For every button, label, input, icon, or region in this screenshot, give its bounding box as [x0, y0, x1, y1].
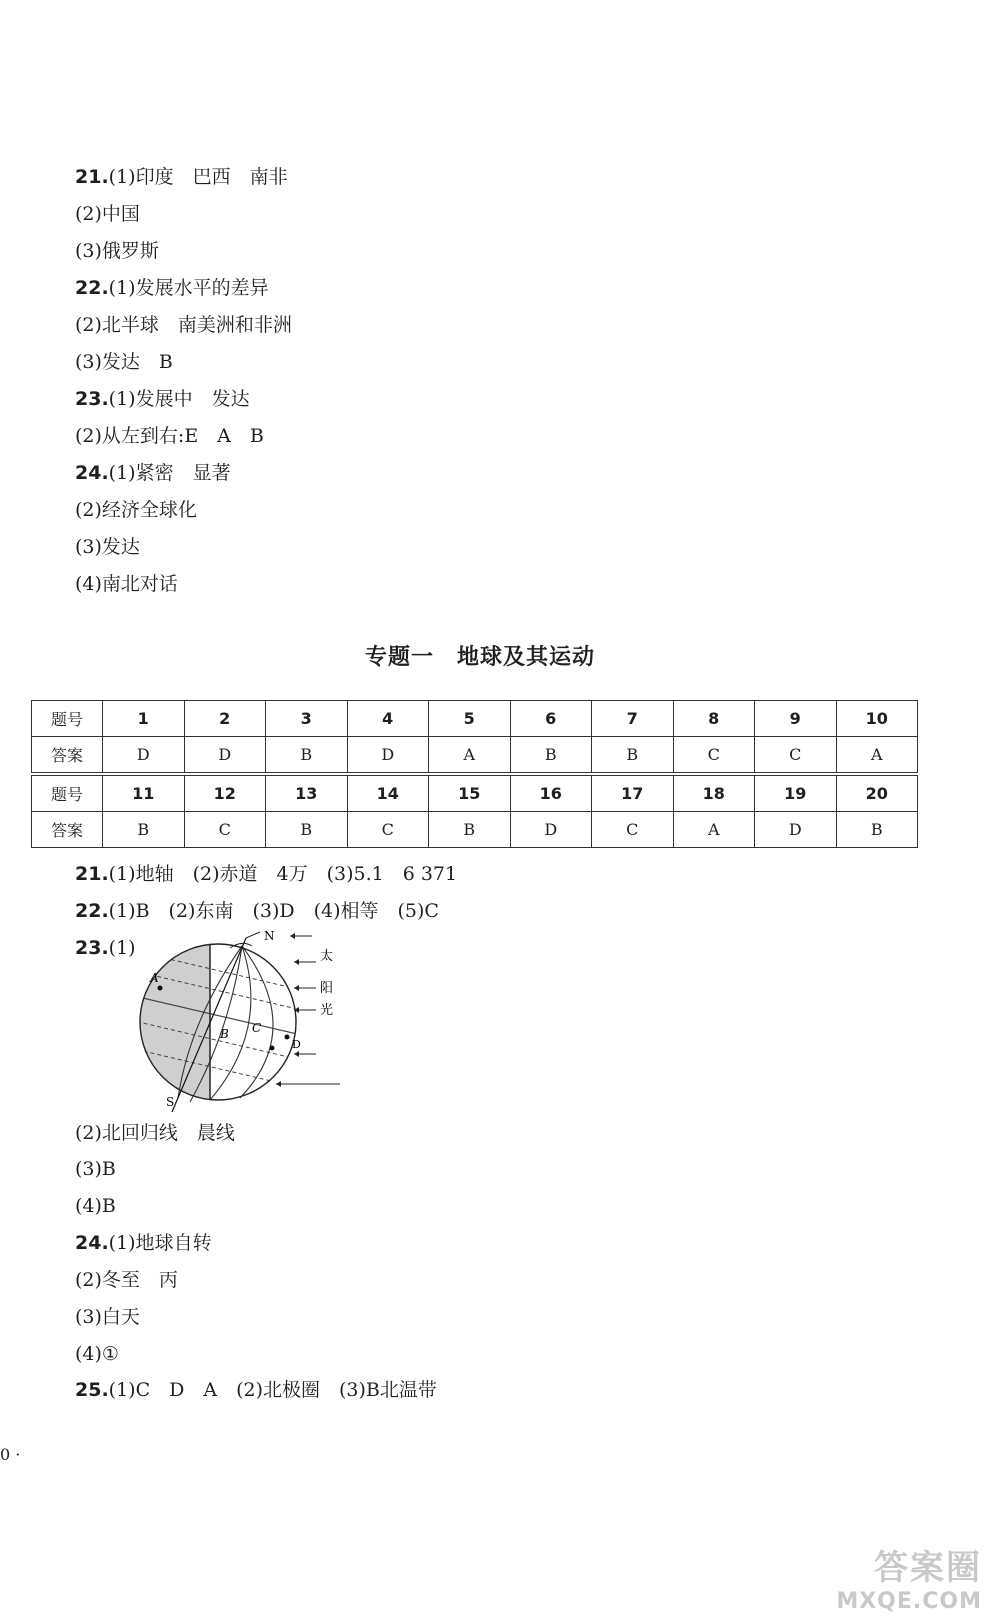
answer-text: (1)发展水平的差异: [108, 277, 269, 299]
answer-cell: C: [347, 812, 429, 848]
answer-cell: A: [429, 737, 511, 775]
answer-2-23-line4: (4)B: [75, 1195, 116, 1217]
answer-2-24-line2: (2)冬至 丙: [75, 1269, 178, 1291]
sunlight-arrowheads: [276, 933, 299, 1087]
question-number: 23.: [75, 388, 109, 410]
row-label: 答案: [32, 812, 103, 848]
answer-cell: A: [673, 812, 755, 848]
answer-cell: A: [836, 737, 918, 775]
label-s: S: [166, 1095, 175, 1109]
answer-text: (1)B (2)东南 (3)D (4)相等 (5)C: [108, 900, 439, 922]
question-number: 24.: [75, 462, 109, 484]
answer-cell: D: [755, 812, 837, 848]
question-cell: 17: [592, 774, 674, 812]
question-cell: 11: [103, 774, 185, 812]
answer-2-23-line3: (3)B: [75, 1158, 116, 1180]
answer-cell: B: [836, 812, 918, 848]
point-c: [270, 1046, 275, 1051]
arrowhead: [294, 959, 299, 965]
earth-illumination-diagram: [130, 929, 360, 1130]
question-cell: 10: [836, 701, 918, 737]
answer-text: (1)C D A (2)北极圈 (3)B北温带: [108, 1379, 437, 1401]
answer-text: (1)发展中 发达: [108, 388, 250, 410]
question-number: 25.: [75, 1379, 109, 1401]
answer-text: (1)紧密 显著: [108, 462, 231, 484]
answer-2-24-line3: (3)白天: [75, 1306, 140, 1328]
answer-21-line3: (3)俄罗斯: [75, 240, 159, 262]
row-label: 题号: [32, 774, 103, 812]
question-cell: 1: [103, 701, 185, 737]
answer-24-line3: (3)发达: [75, 536, 140, 558]
question-cell: 20: [836, 774, 918, 812]
row-label: 题号: [32, 701, 103, 737]
question-number: 22.: [75, 900, 109, 922]
answer-23-line2: (2)从左到右:E A B: [75, 425, 264, 447]
table-row-questions-1: [32, 701, 918, 737]
answer-cell: D: [347, 737, 429, 775]
answer-cell: B: [510, 737, 592, 775]
answer-2-25: [75, 1378, 437, 1402]
answer-cell: D: [103, 737, 185, 775]
answer-2-22: [75, 899, 439, 923]
answer-2-23-line2: (2)北回归线 晨线: [75, 1122, 235, 1144]
answer-text: (1): [108, 937, 136, 959]
question-number: 22.: [75, 277, 109, 299]
question-cell: 18: [673, 774, 755, 812]
question-cell: 15: [429, 774, 511, 812]
answer-2-23-line1: [75, 936, 136, 960]
question-cell: 8: [673, 701, 755, 737]
table-row-answers-1: [32, 737, 918, 775]
question-cell: 2: [184, 701, 266, 737]
question-cell: 7: [592, 701, 674, 737]
arrowhead: [290, 933, 295, 939]
answer-24-line4: (4)南北对话: [75, 573, 178, 595]
answer-23-line1: [75, 387, 250, 411]
question-cell: 16: [510, 774, 592, 812]
question-cell: 12: [184, 774, 266, 812]
table-row-questions-2: [32, 774, 918, 812]
answer-cell: B: [592, 737, 674, 775]
answer-cell: B: [103, 812, 185, 848]
answer-22-line3: (3)发达 B: [75, 351, 173, 373]
arrowhead: [276, 1081, 281, 1087]
answer-cell: C: [673, 737, 755, 775]
sunlight-label-1: 太: [320, 949, 334, 964]
question-cell: 5: [429, 701, 511, 737]
watermark: [836, 1540, 982, 1614]
answer-cell: C: [184, 812, 266, 848]
arrowhead: [294, 985, 299, 991]
question-number: 23.: [75, 937, 109, 959]
answer-21-line2: (2)中国: [75, 203, 140, 225]
label-d: D: [292, 1038, 301, 1051]
question-cell: 13: [266, 774, 348, 812]
row-label: 答案: [32, 737, 103, 775]
answer-cell: B: [429, 812, 511, 848]
point-d: [285, 1035, 290, 1040]
answer-text: (1)地球自转: [108, 1232, 212, 1254]
sunlight-label-2: 阳: [320, 981, 334, 996]
label-a: A: [150, 971, 159, 985]
question-cell: 9: [755, 701, 837, 737]
question-number: 24.: [75, 1232, 109, 1254]
answer-21-line1: [75, 165, 288, 189]
answer-cell: B: [266, 812, 348, 848]
point-a: [158, 986, 163, 991]
label-n: N: [264, 929, 275, 943]
answer-cell: D: [510, 812, 592, 848]
answer-cell: B: [266, 737, 348, 775]
question-cell: 6: [510, 701, 592, 737]
answer-cell: C: [755, 737, 837, 775]
answer-cell: D: [184, 737, 266, 775]
question-cell: 4: [347, 701, 429, 737]
topic-title: 专题一 地球及其运动: [364, 645, 595, 670]
sunlight-label-3: 光: [320, 1003, 334, 1018]
page-number-mark: 0 ·: [0, 1445, 21, 1464]
arrowhead: [294, 1051, 299, 1057]
answer-cell: C: [592, 812, 674, 848]
answer-24-line2: (2)经济全球化: [75, 499, 197, 521]
answer-text: (1)印度 巴西 南非: [108, 166, 288, 188]
question-cell: 19: [755, 774, 837, 812]
answer-text: (1)地轴 (2)赤道 4万 (3)5.1 6 371: [108, 863, 458, 885]
watermark-logo-text: 答案圈: [874, 1548, 982, 1588]
question-cell: 14: [347, 774, 429, 812]
answer-2-24-line1: [75, 1231, 212, 1255]
answer-2-21: [75, 862, 457, 886]
meridian-line: [210, 946, 251, 1100]
answer-2-24-line4: (4)①: [75, 1343, 119, 1365]
answer-table: [31, 700, 918, 848]
north-pointer: [246, 932, 260, 938]
question-number: 21.: [75, 166, 109, 188]
table-row-answers-2: [32, 812, 918, 848]
answer-22-line2: (2)北半球 南美洲和非洲: [75, 314, 292, 336]
question-number: 21.: [75, 863, 109, 885]
answer-22-line1: [75, 276, 269, 300]
label-c: C: [252, 1021, 262, 1035]
answer-24-line1: [75, 461, 231, 485]
question-cell: 3: [266, 701, 348, 737]
label-b: B: [220, 1027, 229, 1041]
watermark-url: MXQE.COM: [836, 1589, 982, 1614]
